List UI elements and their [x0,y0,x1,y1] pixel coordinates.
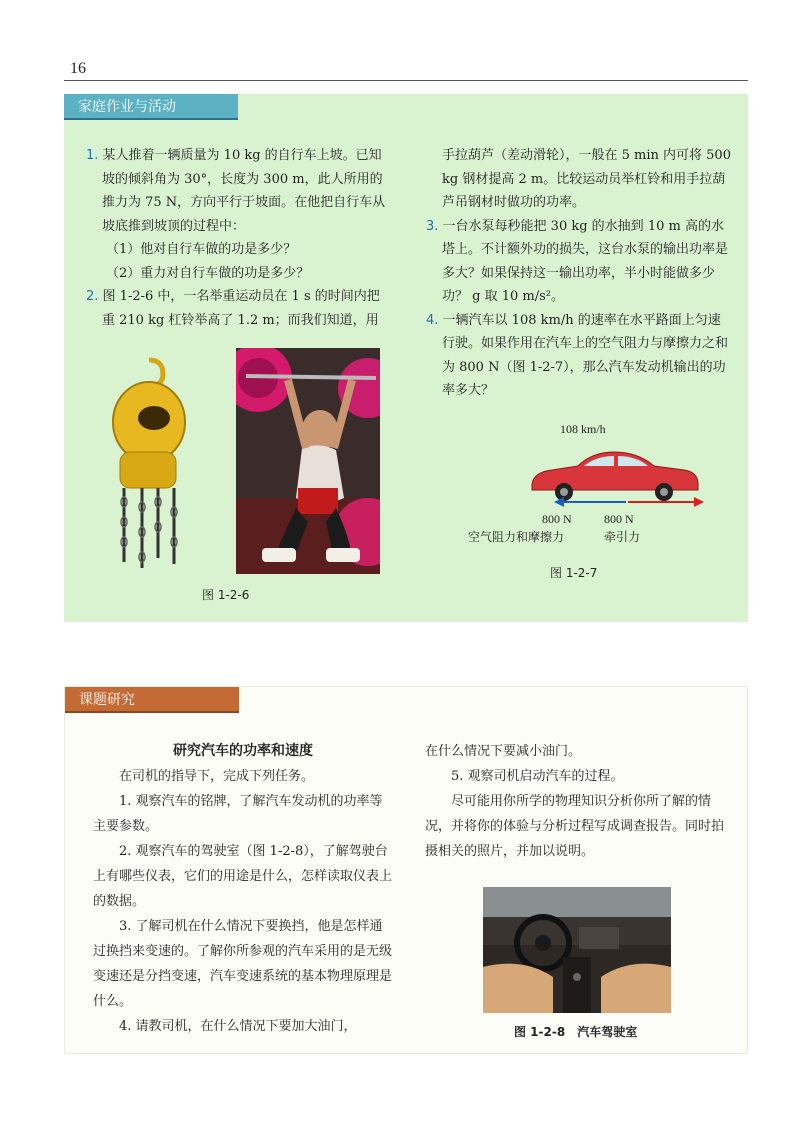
research-conclusion: 尽可能用你所学的物理知识分析你所了解的情况，并将你的体验与分析过程写成调查报告。同时拍摄相关的照片，并加以说明。 [425,794,725,859]
question-2 [86,285,386,332]
research-item-1: 1. 观察汽车的铭牌，了解汽车发动机的功率等主要参数。 [93,794,383,834]
research-left-column [93,739,393,1039]
research-tab: 课题研究 [65,687,239,713]
research-item-2: 2. 观察汽车的驾驶室（图 1-2-8），了解驾驶台上有哪些仪表，它们的用途是什么，怎样读取仪表上的数据。 [93,844,393,909]
chain-hoist-image [94,352,204,572]
research-title: 研究汽车的功率和速度 [173,743,313,759]
figure-1-2-7 [464,422,734,552]
weightlifter-image [236,348,380,574]
question-2-number: 2. [86,289,99,304]
question-2-continued: 手拉葫芦（差动滑轮），一般在 5 min 内可将 500 kg 钢材提高 2 m。比较运动员举杠铃和用手拉葫芦吊钢材时做功的功率。 [442,148,731,210]
homework-box [64,94,748,622]
research-item-5: 5. 观察司机启动汽车的过程。 [451,769,624,784]
question-1 [86,144,386,238]
car-cockpit-image [483,887,671,1013]
question-1-sub-2: （2）重力对自行车做的功是多少？ [106,265,310,281]
question-1-sub-1: （1）他对自行车做的功是多少？ [106,242,297,257]
question-1-number: 1. [86,148,99,163]
left-force-label: 空气阻力和摩擦力 [468,530,565,544]
homework-left-column [86,144,386,332]
figure-1-2-8-caption: 图 1-2-8 汽车驾驶室 [514,1025,638,1039]
question-4-number: 4. [426,312,439,328]
top-rule [64,80,748,81]
figure-1-2-7-caption: 图 1-2-7 [550,566,598,580]
research-item-3: 3. 了解司机在什么情况下要换挡，他是怎样通过换挡来变速的。了解你所参观的汽车采用的是无级变速还是分挡变速，汽车变速系统的基本物理原理是什么。 [93,919,393,1009]
research-intro: 在司机的指导下，完成下列任务。 [119,769,315,784]
research-box [64,686,748,1054]
question-2-text: 图 1-2-6 中，一名举重运动员在 1 s 的时间内把重 210 kg 杠铃举高了 1.2 m；而我们知道，用 [102,289,380,328]
research-right-column [425,739,725,864]
question-3-text: 一台水泵每秒能把 30 kg 的水抽到 10 m 高的水塔上。不计额外功的损失，这台水泵的输出功率是多大？如果保持这一输出功率，半小时能做多少功？ g 取 10 m/s²。 [442,218,729,304]
question-3-number: 3. [426,218,439,234]
question-4-text: 一辆汽车以 108 km/h 的速率在水平路面上匀速行驶。如果作用在汽车上的空气阻力与摩擦力之和为 800 N（图 1-2-7），那么汽车发动机输出的功率多大？ [442,312,729,398]
question-3 [426,215,732,309]
figure-1-2-6-caption: 图 1-2-6 [202,588,250,602]
research-item-4-continued: 在什么情况下要减小油门。 [425,744,582,759]
right-force-value: 800 N [604,512,634,526]
question-1-text: 某人推着一辆质量为 10 kg 的自行车上坡。已知坡的倾斜角为 30°，长度为 300 m，此人所用的推力为 75 N，方向平行于坡面。在他把自行车从坡底推到坡顶的过程中： [102,148,386,234]
right-force-label: 牵引力 [604,530,641,544]
car-icon [524,444,704,504]
page-number: 16 [70,60,86,77]
question-4 [426,309,732,403]
homework-right-column [426,144,732,403]
homework-tab: 家庭作业与活动 [64,94,238,120]
left-force-value: 800 N [542,512,572,526]
research-item-4: 4. 请教司机，在什么情况下要加大油门， [119,1019,357,1034]
force-arrows [554,496,704,508]
car-speed-label: 108 km/h [560,422,606,436]
